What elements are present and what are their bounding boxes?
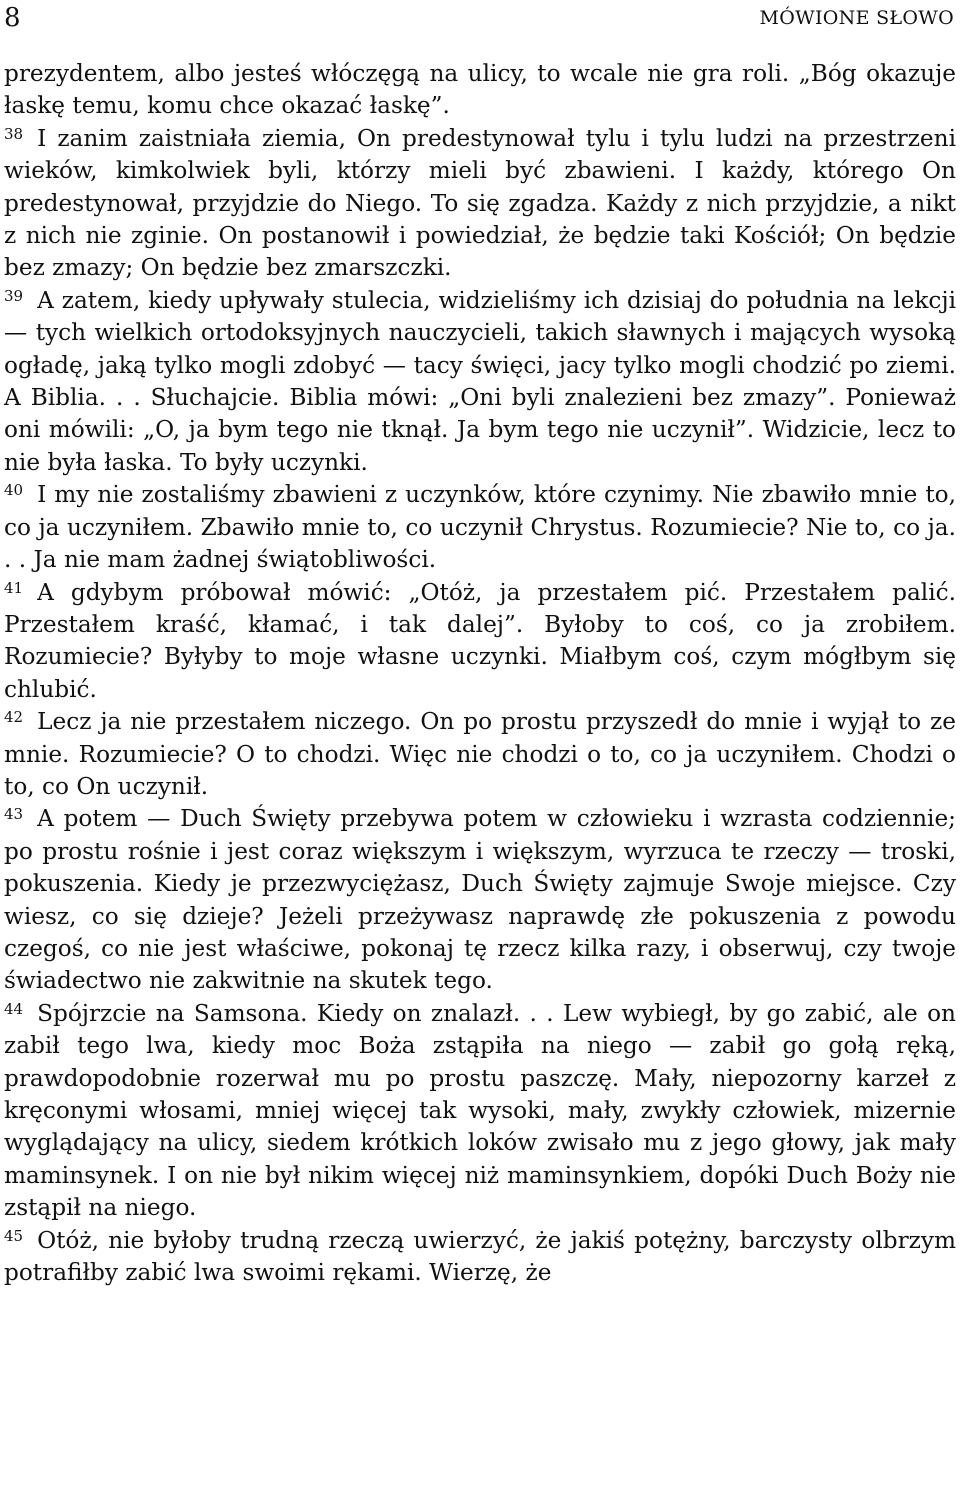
verse-number: 42 <box>4 708 24 727</box>
paragraph-text: prezydentem, albo jesteś włóczęgą na ulicy, to wcale nie gra roli. „Bóg okazuje łaskę temu, komu chce okazać łaskę”. <box>4 60 956 120</box>
paragraph-text: Lecz ja nie przestałem niczego. On po prostu przyszedł do mnie i wyjął to ze mnie. Rozumiecie? O to chodzi. Więc nie chodzi o to, co ja uczyniłem. Chodzi o to, co On uczynił. <box>4 708 956 800</box>
document-body <box>4 58 956 1289</box>
paragraph <box>4 479 956 576</box>
paragraph <box>4 1225 956 1290</box>
paragraph-text: I my nie zostaliśmy zbawieni z uczynków, które czynimy. Nie zbawiło mnie to, co ja uczyniłem. Zbawiło mnie to, co uczynił Chrystus. Rozumiecie? Nie to, co ja. . . Ja nie mam żadnej świątobliwości. <box>4 481 956 574</box>
paragraph-text: A zatem, kiedy upływały stulecia, widzieliśmy ich dzisiaj do południa na lekcji — tych wielkich ortodoksyjnych nauczycieli, takich sławnych i mających wysoką ogładę, jaką tylko mogli zdobyć — tacy święci, jacy tylko mogli chodzić po ziemi. A Biblia. . . Słuchajcie. Biblia mówi: „Oni byli znalezieni bez zmazy”. Ponieważ oni mówili: „O, ja bym tego nie tknął. Ja bym tego nie uczynił”. Widzicie, lecz to nie była łaska. To były uczynki. <box>4 286 956 476</box>
paragraph <box>4 285 956 479</box>
verse-number: 44 <box>4 999 24 1018</box>
paragraph-text: A gdybym próbował mówić: „Otóż, ja przestałem pić. Przestałem palić. Przestałem kraść, kłamać, i tak dalej”. Byłoby to coś, co ja zrobiłem. Rozumiecie? Byłyby to moje własne uczynki. Miałbym coś, czym mógłbym się chlubić. <box>4 578 956 703</box>
verse-number: 38 <box>4 124 24 143</box>
verse-number: 39 <box>4 286 24 305</box>
paragraph <box>4 803 956 997</box>
verse-number: 45 <box>4 1226 24 1245</box>
verse-number: 43 <box>4 805 24 824</box>
page-header <box>4 2 954 34</box>
paragraph-text: Otóż, nie byłoby trudną rzeczą uwierzyć, że jakiś potężny, barczysty olbrzym potrafiłby zabić lwa swoimi rękami. Wierzę, że <box>4 1226 956 1287</box>
paragraph <box>4 58 956 123</box>
paragraph <box>4 998 956 1225</box>
verse-number: 40 <box>4 481 24 500</box>
paragraph-text: Spójrzcie na Samsona. Kiedy on znalazł. . . Lew wybiegł, by go zabić, ale on zabił tego lwa, kiedy moc Boża zstąpiła na niego — zabił go gołą ręką, prawdopodobnie rozerwał mu po prostu paszczę. Mały, niepozorny karzeł z kręconymi włosami, mniej więcej tak wysoki, mały, zwykły człowiek, mizernie wyglądający na ulicy, siedem krótkich loków zwisało mu z jego głowy, jak mały maminsynek. I on nie był nikim więcej niż maminsynkiem, dopóki Duch Boży nie zstąpił na niego. <box>4 999 956 1222</box>
verse-number: 41 <box>4 578 24 597</box>
paragraph-text: I zanim zaistniała ziemia, On predestynował tylu i tylu ludzi na przestrzeni wieków, kimkolwiek byli, którzy mieli być zbawieni. I każdy, którego On predestynował, przyjdzie do Niego. To się zgadza. Każdy z nich przyjdzie, a nikt z nich nie zginie. On postanowił i powiedział, że będzie taki Kościół; On będzie bez zmazy; On będzie bez zmarszczki. <box>4 124 956 282</box>
running-title: MÓWIONE SŁOWO <box>759 7 954 29</box>
paragraph <box>4 577 956 707</box>
paragraph <box>4 123 956 285</box>
paragraph <box>4 706 956 803</box>
paragraph-text: A potem — Duch Święty przebywa potem w człowieku i wzrasta codziennie; po prostu rośnie i jest coraz większym i większym, wyrzuca te rzeczy — troski, pokuszenia. Kiedy je przezwyciężasz, Duch Święty zajmuje Swoje miejsce. Czy wiesz, co się dzieje? Jeżeli przeżywasz naprawdę złe pokuszenia z powodu czegoś, co nie jest właściwe, pokonaj tę rzecz kilka razy, i obserwuj, czy twoje świadectwo nie zakwitnie na skutek tego. <box>4 805 956 995</box>
page-number: 8 <box>4 3 21 33</box>
